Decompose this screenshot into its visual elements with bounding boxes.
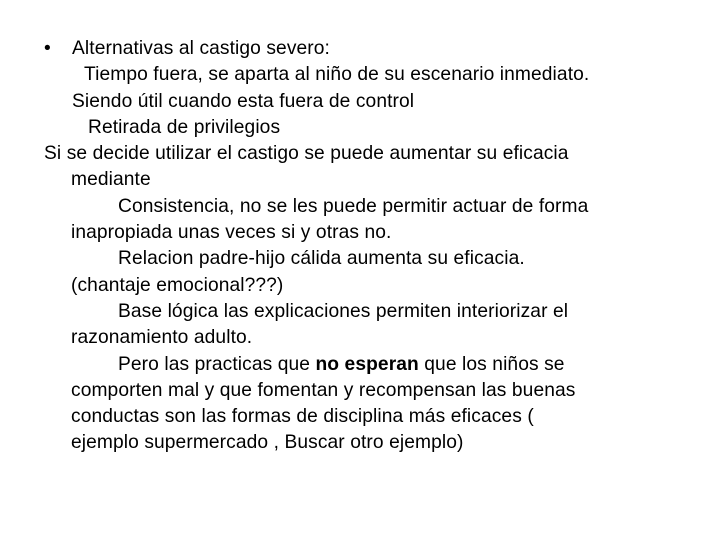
item-2-line-2: (chantaje emocional???) (71, 274, 284, 296)
intro-text: Alternativas al castigo severo: (72, 38, 330, 59)
item-4-line-3: conductas son las formas de disciplina más eficaces ( (71, 406, 534, 428)
item-4-line-2: comporten mal y que fomentan y recompensan las buenas (71, 379, 576, 401)
item-1-line-1: Consistencia, no se les puede permitir actuar de forma (118, 195, 589, 217)
item-4-text-pre: Pero las practicas que (118, 353, 316, 375)
bullet-icon: • (44, 38, 51, 59)
item-1-line-2: inapropiada unas veces si y otras no. (71, 222, 392, 244)
item-4-text-post: que los niños se (418, 353, 565, 375)
castigo-heading-line-1: Si se decide utilizar el castigo se puede aumentar su eficacia (44, 143, 569, 165)
item-4-emphasis: no esperan (315, 353, 419, 375)
item-4-line-1 (44, 352, 694, 378)
slide-text-block (44, 36, 694, 457)
item-3-line-1: Base lógica las explicaciones permiten interiorizar el (118, 300, 569, 322)
item-2-line-1: Relacion padre-hijo cálida aumenta su eficacia. (118, 248, 525, 270)
alternative-2: Retirada de privilegios (88, 116, 281, 138)
item-3-line-2: razonamiento adulto. (71, 327, 253, 349)
castigo-heading-line-2: mediante (71, 169, 151, 191)
bullet-intro-line (44, 36, 694, 62)
alternative-1-line-2: Siendo útil cuando esta fuera de control (72, 90, 415, 112)
alternative-1-line-1: Tiempo fuera, se aparta al niño de su escenario inmediato. (84, 64, 590, 86)
item-4-line-4: ejemplo supermercado , Buscar otro ejemplo) (71, 432, 464, 454)
